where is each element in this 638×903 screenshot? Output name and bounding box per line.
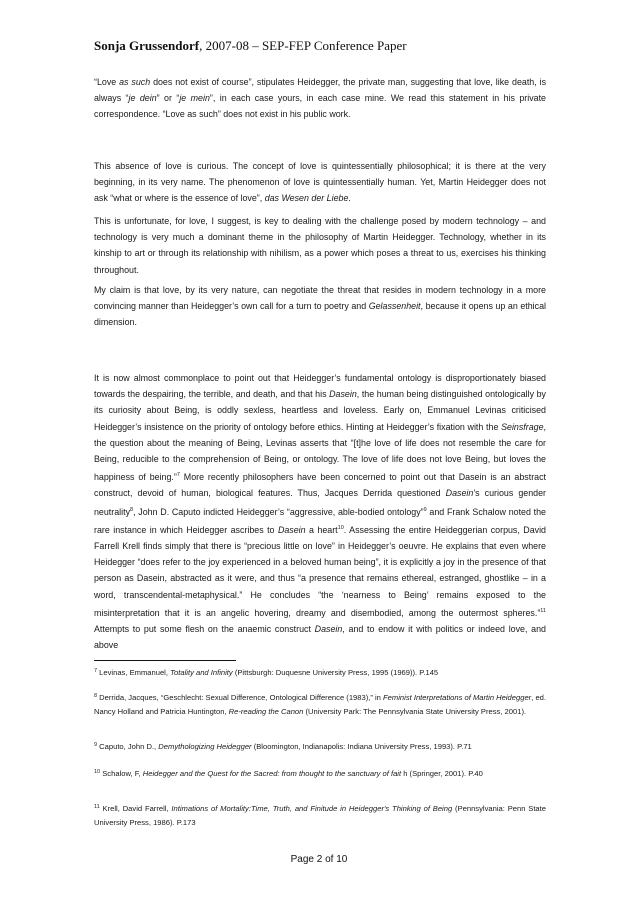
text-run: does not exist of course”, stipulates Heidegger, the private man, suggesting that love, like death, is always “ [94,77,547,104]
footnote-divider [94,660,236,661]
footnote-8 [94,689,546,719]
text-run: Krell, David Farrell, [99,804,172,813]
header-author: Sonja Grussendorf [94,38,200,53]
text-run: (Pittsburgh: Duquesne University Press, 1995 (1969)). P.145 [232,668,439,677]
footnote-ref-11[interactable]: 11 [540,607,546,614]
italic-run: Re-reading the Canon [228,707,304,716]
italic-run: das Wesen der Liebe [264,193,349,204]
italic-run: Dasein [314,624,343,635]
text-run: It is now almost commonplace to point out that Heidegger’s fundamental ontology is disproportionately biased towards the despairing, the terrible, and death, and that his [94,373,546,400]
italic-run: Dasein [329,389,357,400]
text-run: , the human being distinguished ontologically by its curiosity about Being, is oddly sexless, heartless and loveless. Early on, Emmanuel Levinas criticised Heidegger’s insistence on the priority of ontology before ethics. Hinting at Heidegger’s fixation with the [94,389,546,432]
page-header [94,38,407,54]
text-run: , ed. Nancy Holland and Patricia Huntington, [94,693,547,716]
footnote-10 [94,765,546,781]
text-run: (Pennsylvania: Penn State University Press, 1986). P.173 [94,804,546,827]
footnote-number: 7 [94,668,98,674]
paragraph-4 [94,282,546,331]
footnote-number: 10 [94,769,101,775]
italic-run: Dasein [445,488,474,499]
italic-run: Gelassenheit [368,301,421,312]
paragraph-2 [94,158,546,207]
text-run: Schalow, F, [100,769,143,778]
footnote-number: 11 [94,804,100,810]
italic-run: as such [119,77,151,87]
italic-run: Heidegger and the Quest for the Sacred: from thought to the sanctuary of fait [142,769,402,778]
text-run: h (Springer, 2001). P.40 [401,769,483,778]
italic-run: je mein [179,93,210,104]
text-run: , John D. Caputo indicted Heidegger’s “aggressive, able-bodied ontology” [133,506,424,517]
italic-run: Feminist Interpretations of Martin Heidegger [383,693,532,702]
italic-run: Dasein [277,524,306,535]
text-run: (University Park: The Pennsylvania State University Press, 2001). [303,707,527,716]
text-run: , because it opens up an ethical dimension. [94,301,546,328]
text-run: Derrida, Jacques, “Geschlecht: Sexual Difference, Ontological Difference (1983),” in [97,693,384,702]
paragraph-1 [94,74,546,123]
footnote-ref-7[interactable]: 7 [176,472,180,479]
text-run: This is unfortunate, for love, I suggest, is key to dealing with the challenge posed by modern technology – and technology is very much a dominant theme in the philosophy of Martin Heidegger. Technology, whether in its kinship to art or through its relationship with nihilism, as a power which poses a threat to us, exercises his thinking throughout. [94,216,546,275]
text-run: ’s curious gender neutrality [94,488,546,517]
text-run: My claim is that love, by its very nature, can negotiate the threat that resides in modern technology in a more convincing manner than Heidegger’s own call for a turn to poetry and [94,285,546,312]
paragraph-3 [94,213,546,278]
text-run: . Assessing the entire Heideggerian corpus, David Farrell Krell finds simply that there is “precious little on love” in Heidegger’s oeuvre. He explains that even where Heidegger “does refer to the joy experienced in a beloved human being”, it is explicitly a joy in the presence of that person as Dasein, abstracted as it were, and thus “a presence that remains ethereal, estranged, ghostlike – in a word, transcendental-metaphysical.” He concludes “the ‘nearness to Being’ remains exposed to the misinterpretation that it is an angelic hovering, dreamy and disembodied, among the outermost spheres.” [94,524,546,618]
italic-run: Intimations of Mortality:Time, Truth, and Finitude in Heidegger's Thinking of Being [171,804,453,813]
text-run: Caputo, John D., [97,742,159,751]
footnote-ref-10[interactable]: 10 [337,524,344,531]
text-run: This absence of love is curious. The concept of love is quintessentially philosophical; it is there at the very beginning, in its very name. The phenomenon of love is quintessentially human. Yet, Martin Heidegger does not ask “what or where is the essence of love”, [94,161,546,204]
footnote-number: 8 [94,693,98,699]
italic-run: Demythologizing Heidegger [158,742,252,751]
text-run: More recently philosophers have been concerned to point out that Dasein is an abstract construct, devoid of human, biological features. Thus, Jacques Derrida questioned [94,472,546,499]
text-run: (Bloomington, Indianapolis: Indiana University Press, 1993). P.71 [251,742,472,751]
paragraph-5 [94,370,546,653]
footnote-9 [94,738,546,754]
footnote-ref-8[interactable]: 8 [130,506,134,513]
text-run: “Love [94,77,120,87]
text-run: . [348,193,351,204]
italic-run: je dein [128,93,157,104]
text-run: ”, in each case yours, in each case mine. We read this statement in his private correspondence. “Love as such” does not exist in his public work. [94,93,546,120]
text-run: a heart [305,524,338,535]
text-run: ” or “ [156,93,180,104]
italic-run: Totality and Infinity [170,668,233,677]
text-run: Levinas, Emmanuel, [97,668,171,677]
text-run: and Frank Schalow noted the rare instance in which Heidegger ascribes to [94,506,546,535]
text-run: , and to endow it with politics or indeed love, and above [94,624,546,651]
footnote-number: 9 [94,742,98,748]
footnote-7 [94,664,546,680]
header-rest: , 2007-08 – SEP-FEP Conference Paper [199,38,407,53]
page-number: Page 2 of 10 [290,854,348,865]
italic-run: Seinsfrage [501,421,544,432]
footnote-ref-9[interactable]: 9 [423,506,427,513]
text-run: Attempts to put some flesh on the anaemic construct [94,624,315,635]
text-run: , the question about the meaning of Being, Levinas asserts that “[t]he love of life does not resemble the care for Being, reducible to the comprehension of Being, or ontology. The love of life does not love Being, but loves the happiness of being.” [94,421,546,483]
footnote-11 [94,800,546,830]
